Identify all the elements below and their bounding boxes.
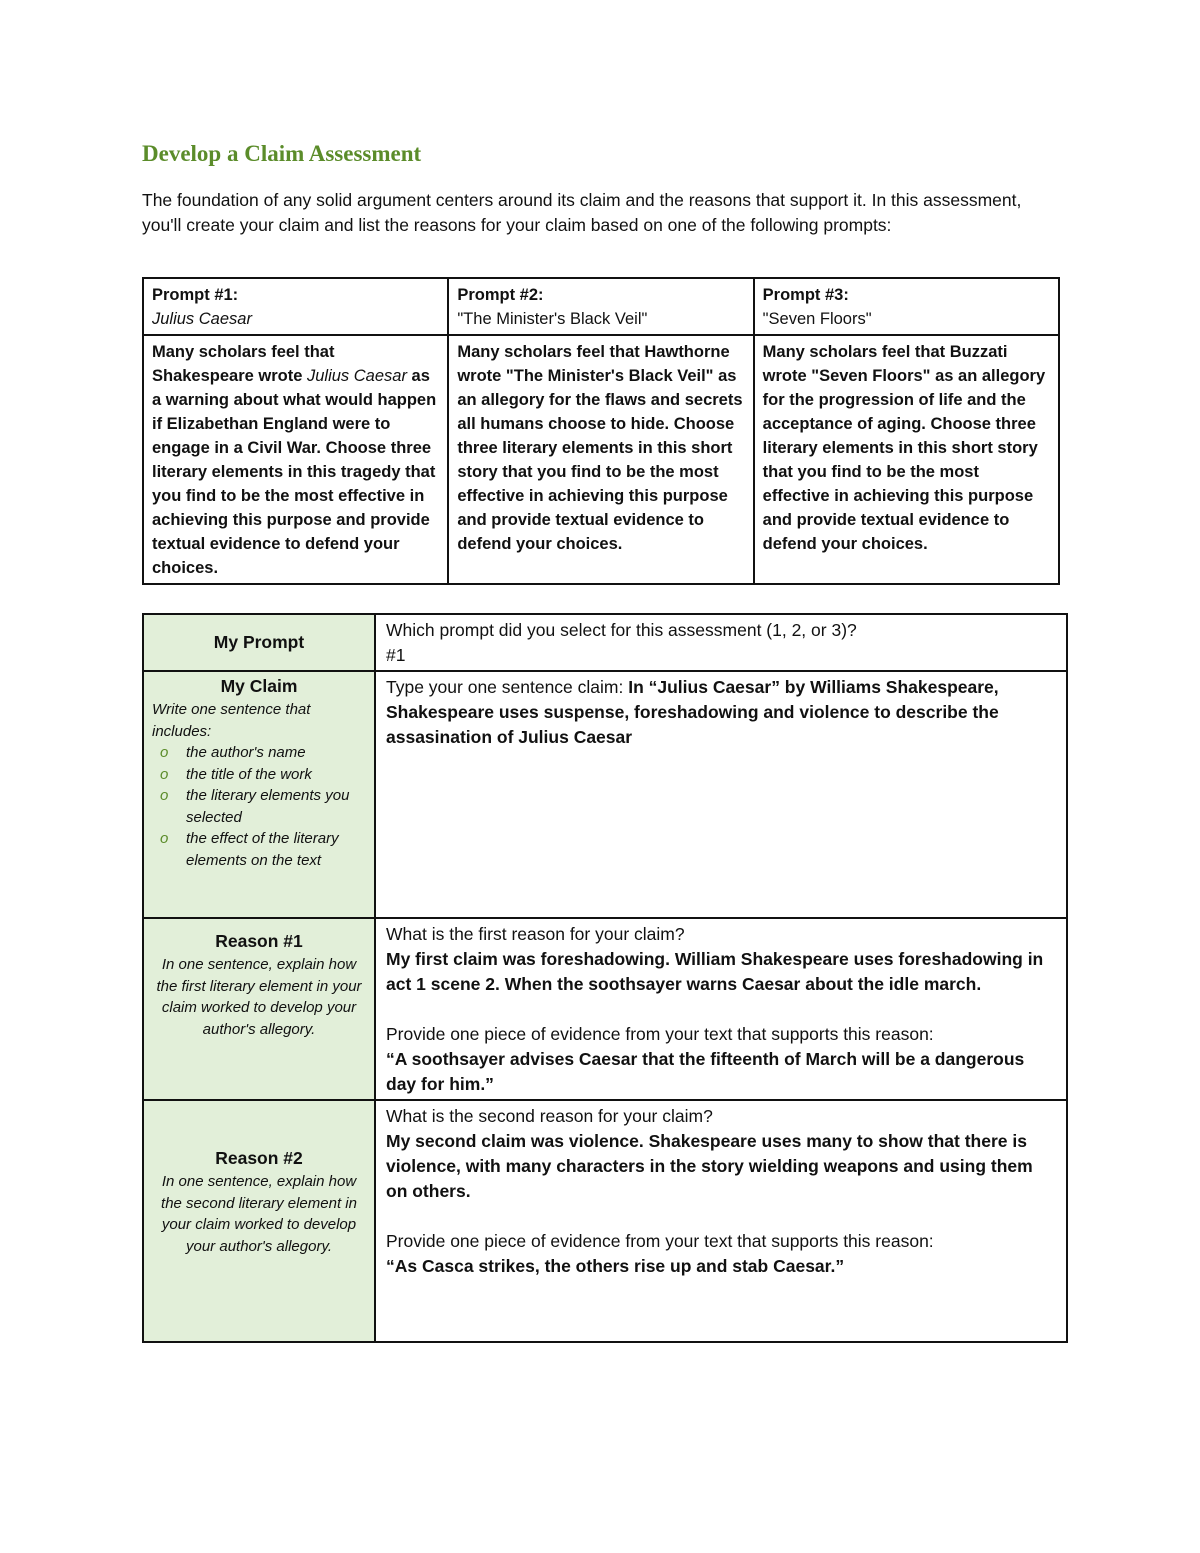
- prompt-2-text: Many scholars feel that Hawthorne wrote "The Minister's Black Veil" as an allegory for the flaws and secrets all humans choose to hide. Choose three literary elements in this short story that you find to be the most effective in achieving this purpose and provide textual evidence to defend your choices.: [448, 335, 753, 584]
- assessment-table: [142, 613, 1068, 1343]
- reason-1-row: [143, 918, 1067, 1100]
- bullet-marker: o: [160, 744, 169, 761]
- bullet-text: the effect of the literary elements on the text: [186, 830, 339, 869]
- my-claim-row: [143, 671, 1067, 918]
- reason-1-label-cell: [143, 918, 375, 1100]
- reason-1-answer-cell[interactable]: [375, 918, 1067, 1100]
- bullet-marker: o: [160, 830, 169, 847]
- my-claim-label: My Claim: [220, 676, 298, 696]
- prompt-2-work: "The Minister's Black Veil": [457, 310, 648, 328]
- reason-2-row: [143, 1100, 1067, 1342]
- prompt-1-header: [143, 278, 448, 335]
- reason-1-hint: In one sentence, explain how the first literary element in your claim worked to develop your author's allegory.: [156, 956, 362, 1038]
- reason-1-question: What is the first reason for your claim?: [386, 924, 685, 944]
- intro-paragraph: The foundation of any solid argument centers around its claim and the reasons that support it. In this assessment, you'll create your claim and list the reasons for your claim based on one of the following prompts:: [142, 190, 1022, 235]
- bullet-text: the author's name: [186, 744, 306, 761]
- my-prompt-label: My Prompt: [213, 632, 305, 652]
- reason-2-label: Reason #2: [215, 1148, 303, 1168]
- prompt-1-text-start: Many scholars feel that Shakespeare wrote: [152, 343, 335, 385]
- my-claim-hint: Write one sentence that includes:: [152, 701, 311, 740]
- my-prompt-answer: #1: [386, 645, 406, 665]
- spacer: [386, 1204, 1056, 1229]
- page-title: Develop a Claim Assessment: [142, 141, 422, 166]
- reason-2-answer-cell[interactable]: [375, 1100, 1067, 1342]
- my-prompt-row: [143, 614, 1067, 671]
- bullet-text: the literary elements you selected: [186, 787, 350, 826]
- prompts-table: [142, 277, 1060, 585]
- prompt-1-text-title: Julius Caesar: [307, 367, 407, 385]
- reason-1-answer: My first claim was foreshadowing. William Shakespeare uses foreshadowing in act 1 scene 2. When the soothsayer warns Caesar about the idle march.: [386, 949, 1044, 994]
- my-prompt-label-cell: [143, 614, 375, 671]
- my-claim-label-cell: [143, 671, 375, 918]
- list-item: [152, 742, 366, 764]
- reason-2-evidence: “As Casca strikes, the others rise up and stab Caesar.”: [386, 1256, 845, 1276]
- reason-1-evidence: “A soothsayer advises Caesar that the fifteenth of March will be a dangerous day for him.”: [386, 1049, 1025, 1094]
- my-claim-answer: In “Julius Caesar” by Williams Shakespeare, Shakespeare uses suspense, foreshadowing and violence to describe the assasination of Julius Caesar: [386, 677, 999, 747]
- bullet-text: the title of the work: [186, 765, 312, 783]
- my-claim-bullets: [152, 742, 366, 871]
- my-claim-question: Type your one sentence claim:: [386, 677, 629, 697]
- list-item: [152, 828, 366, 871]
- prompt-1-label: Prompt #1:: [152, 286, 239, 304]
- prompt-2-label: Prompt #2:: [457, 286, 544, 304]
- prompts-body-row: [143, 335, 1059, 584]
- prompt-1-work: Julius Caesar: [152, 310, 252, 328]
- list-item: [152, 785, 366, 828]
- my-claim-answer-cell[interactable]: [375, 671, 1067, 918]
- reason-1-label: Reason #1: [215, 931, 303, 951]
- prompt-1-text: [143, 335, 448, 584]
- list-item: [152, 764, 366, 786]
- reason-2-question: What is the second reason for your claim?: [386, 1106, 713, 1126]
- spacer: [386, 997, 1056, 1022]
- bullet-marker: o: [160, 765, 169, 783]
- prompt-2-header: [448, 278, 753, 335]
- prompt-1-text-end: as a warning about what would happen if Elizabethan England were to engage in a Civil War. Choose three literary elements in this tragedy that you find to be the most effective in achieving this purpose and provide textual evidence to defend your choices.: [152, 367, 437, 577]
- reason-2-hint: In one sentence, explain how the second literary element in your claim worked to develop your author's allegory.: [161, 1173, 357, 1255]
- prompt-3-label: Prompt #3:: [762, 286, 849, 304]
- reason-1-evidence-prompt: Provide one piece of evidence from your text that supports this reason:: [386, 1024, 934, 1044]
- reason-2-evidence-prompt: Provide one piece of evidence from your text that supports this reason:: [386, 1231, 934, 1251]
- reason-2-answer: My second claim was violence. Shakespeare uses many to show that there is violence, with many characters in the story wielding weapons and using them on others.: [386, 1131, 1033, 1201]
- prompt-3-text: Many scholars feel that Buzzati wrote "Seven Floors" as an allegory for the progression of life and the acceptance of aging. Choose three literary elements in this short story that you find to be the most effective in achieving this purpose and provide textual evidence to defend your choices.: [754, 335, 1059, 584]
- bullet-marker: o: [160, 787, 169, 804]
- prompt-3-header: [754, 278, 1059, 335]
- my-prompt-question: Which prompt did you select for this assessment (1, 2, or 3)?: [386, 620, 857, 640]
- prompts-header-row: [143, 278, 1059, 335]
- my-prompt-answer-cell[interactable]: [375, 614, 1067, 671]
- reason-2-label-cell: [143, 1100, 375, 1342]
- prompt-3-work: "Seven Floors": [762, 310, 872, 328]
